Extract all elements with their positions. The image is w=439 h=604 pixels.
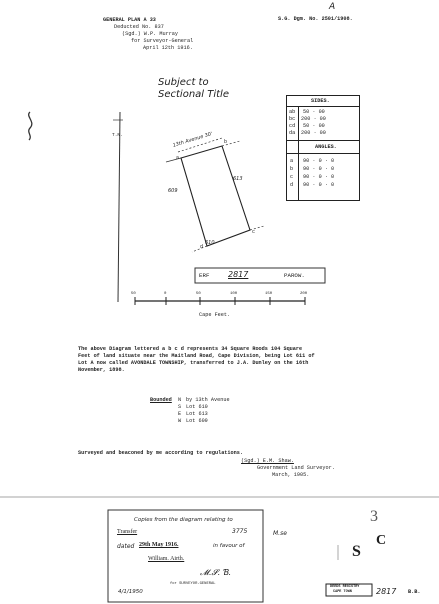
bounded-dir: N <box>178 397 182 403</box>
stamp-bottom-date: 4/1/1950 <box>118 589 143 595</box>
angles-row: a 90 · 0 · 0 <box>290 158 335 164</box>
description-line: The above Diagram lettered a b c d represents 34 Square Roods 104 Square <box>78 346 303 352</box>
bounded-dir: W <box>178 418 182 424</box>
for-surveyor-general: for SURVEYOR-GENERAL <box>170 582 216 586</box>
date-line: April 12th 1916. <box>143 45 193 51</box>
angles-title: ANGLES. <box>315 144 337 150</box>
corner-b: b <box>224 139 228 145</box>
left-lot-label: 609 <box>168 188 178 194</box>
surveyor-signature: (Sgd.) E.M. Shaw. <box>241 458 294 464</box>
angles-row: d 90 · 0 · 0 <box>290 182 335 188</box>
transfer-number: 3775 <box>232 528 248 535</box>
scale-tick: 100 <box>230 292 238 296</box>
bounded-dir: S <box>178 404 182 410</box>
corner-a: a <box>176 155 180 161</box>
signed-line: (Sgd.) W.P. Murray <box>122 31 179 37</box>
description-line: Lot A now called AVONDALE TOWNSHIP, transferred to J.A. Dunley on the 16th <box>78 360 309 366</box>
bounded-text: Lot 609 <box>186 418 208 424</box>
surveyor-general-line: for Surveyor-General <box>131 38 194 44</box>
corner-c: c <box>252 229 256 235</box>
angles-row: b 90 · 0 · 0 <box>290 166 335 172</box>
handwritten-initials: M.se <box>273 530 287 537</box>
north-line <box>118 112 120 302</box>
scale-tick: 150 <box>265 292 273 296</box>
official-signature: 𝓜.𝓢. Ɓ. <box>200 568 232 577</box>
deducted-line: Deducted No. 837 <box>114 24 164 30</box>
transfer-label: Transfer <box>117 529 138 535</box>
survey-date: March, 1905. <box>272 472 310 478</box>
surveyor-title: Government Land Surveyor. <box>257 465 335 471</box>
sides-row: ab 50 · 00 <box>289 109 325 115</box>
sides-title: SIDES. <box>311 98 330 104</box>
sides-row: bc 200 · 00 <box>289 116 326 122</box>
handwritten-note-line2: Sectional Title <box>158 89 229 100</box>
erf-suffix: PAROW. <box>284 272 305 279</box>
scale-tick: 0 <box>164 292 167 296</box>
right-lot-label: 613 <box>233 176 243 182</box>
stamp-letter-s: S <box>352 543 361 560</box>
left-margin-mark <box>29 112 32 140</box>
lot-parcel <box>181 146 250 246</box>
scale-tick: 50 <box>196 292 201 296</box>
stamp-erf-number: 2817 <box>376 587 397 596</box>
survey-text: Surveyed and beaconed by me according to regulations. <box>78 450 243 456</box>
bounded-text: Lot 610 <box>186 404 208 410</box>
general-plan-line: GENERAL PLAN A 33 <box>103 17 156 23</box>
stamp-heading: Copies from the diagram relating to <box>134 517 233 523</box>
scale-tick: 200 <box>300 292 308 296</box>
deeds-stamp-line2: CAPE TOWN <box>333 590 352 594</box>
bounded-dir: E <box>178 411 182 417</box>
bounded-label: Bounded <box>150 397 172 403</box>
erf-prefix: ERF <box>199 272 210 279</box>
sg-diagram-number: S.G. Dgm. No. 2501/1908. <box>278 16 353 22</box>
description-line: Feet of land situate near the Maitland Road, Cape Division, being Lot 611 of <box>78 353 315 359</box>
sides-row: cd 50 · 00 <box>289 123 325 129</box>
stamp-letter-c: C <box>376 533 387 548</box>
number-three-mark: 3 <box>370 508 378 525</box>
handwritten-note-line1: Subject to <box>158 77 209 88</box>
deeds-stamp-line1: DEEDS REGISTRY <box>330 585 360 589</box>
in-favour-label: in favour of <box>213 543 245 549</box>
bounded-text: by 13th Avenue <box>186 397 230 403</box>
erf-number: 2817 <box>228 270 249 279</box>
angles-row: c 90 · 0 · 0 <box>290 174 335 180</box>
description-line: November, 1898. <box>78 367 125 373</box>
bounded-text: Lot 613 <box>186 411 208 417</box>
sides-row: da 200 · 00 <box>289 130 326 136</box>
dated-value: 29th May 1916. <box>139 542 179 548</box>
scale-tick: 50 <box>131 292 136 296</box>
scale-caption: Cape Feet. <box>199 312 231 318</box>
dated-label: dated <box>117 543 135 550</box>
street-label: 13th Avenue 30' <box>172 131 214 149</box>
corner-mark: A <box>329 2 336 12</box>
true-north-label: T.N. <box>112 133 123 138</box>
bottom-lot-label: 610 <box>205 240 215 246</box>
grantee-name: William. Airth. <box>148 556 185 562</box>
corner-d: d <box>200 244 204 250</box>
stamp-code: B.B. <box>408 589 421 595</box>
